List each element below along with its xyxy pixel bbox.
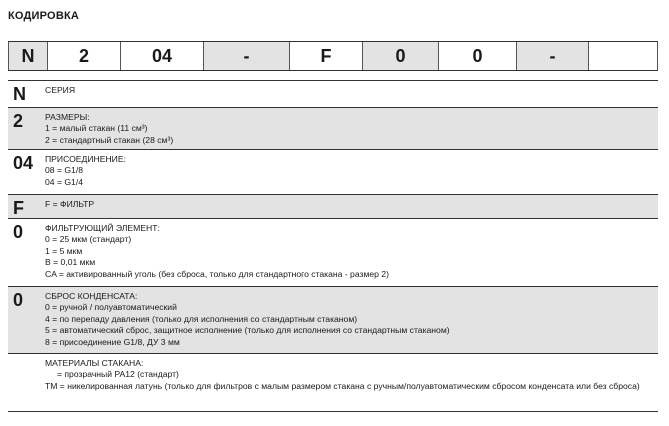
legend-row-connection <box>8 150 658 195</box>
code-cell-drain: 0 <box>439 42 517 70</box>
code-cell-connection: 04 <box>121 42 204 70</box>
row-line: 04 = G1/4 <box>45 176 83 187</box>
row-description <box>41 150 658 194</box>
row-description <box>41 195 658 218</box>
code-cell-size: 2 <box>48 42 121 70</box>
row-line: ФИЛЬТРУЮЩИЙ ЭЛЕМЕНТ: <box>45 223 160 233</box>
row-line: TM = никелированная латунь (только для фильтров с малым размером стакана с ручным/полуавтоматическим сбросом конденсата или без сброса) <box>45 380 640 391</box>
code-cell-filter-element: 0 <box>363 42 439 70</box>
ordering-code-bar <box>8 41 658 71</box>
row-code: 04 <box>13 153 34 173</box>
row-line: 1 = 5 мкм <box>45 245 83 256</box>
legend-row-series <box>8 81 658 108</box>
code-cell-separator: - <box>517 42 589 70</box>
row-description <box>41 287 658 353</box>
row-line: 8 = присоединение G1/8, ДУ 3 мм <box>45 336 180 347</box>
row-code: 2 <box>13 111 24 131</box>
row-line: 08 = G1/8 <box>45 165 83 176</box>
row-line: ПРИСОЕДИНЕНИЕ: <box>45 154 126 164</box>
row-line: 4 = по перепаду давления (только для исполнения со стандартным стаканом) <box>45 313 358 324</box>
row-code <box>8 354 41 411</box>
code-cell-function: F <box>290 42 363 70</box>
legend-row-function <box>8 195 658 219</box>
row-description <box>41 81 658 107</box>
row-description <box>41 219 658 286</box>
row-line: CA = активированный уголь (без сброса, только для стандартного стакана - размер 2) <box>45 268 389 279</box>
code-legend-table <box>8 80 658 412</box>
legend-row-size <box>8 108 658 150</box>
row-line: СБРОС КОНДЕНСАТА: <box>45 291 138 301</box>
code-cell-series: N <box>8 42 48 70</box>
row-line: 0 = ручной / полуавтоматический <box>45 302 177 313</box>
row-line: СЕРИЯ <box>45 85 76 95</box>
row-line: 2 = стандартный стакан (28 см³) <box>45 134 174 145</box>
row-code: N <box>13 84 26 104</box>
legend-row-bowl-material <box>8 354 658 412</box>
row-line: РАЗМЕРЫ: <box>45 112 90 122</box>
row-line: = прозрачный PA12 (стандарт) <box>57 369 179 380</box>
row-line: 1 = малый стакан (11 см³) <box>45 123 148 134</box>
legend-row-filter-element <box>8 219 658 287</box>
page-title: КОДИРОВКА <box>8 10 80 22</box>
code-cell-separator: - <box>204 42 290 70</box>
row-code: F <box>13 198 24 218</box>
code-cell-bowl-material <box>589 42 658 70</box>
row-line: F = ФИЛЬТР <box>45 199 95 209</box>
row-line: МАТЕРИАЛЫ СТАКАНА: <box>45 358 144 368</box>
row-line: 5 = автоматический сброс, защитное исполнение (только для исполнения со стандартным стаканом) <box>45 325 450 336</box>
legend-row-drain <box>8 287 658 354</box>
row-line: 0 = 25 мкм (стандарт) <box>45 234 132 245</box>
row-description <box>41 354 658 411</box>
row-code: 0 <box>13 222 24 242</box>
row-code: 0 <box>13 290 24 310</box>
row-description <box>41 108 658 149</box>
row-line: B = 0,01 мкм <box>45 257 96 268</box>
